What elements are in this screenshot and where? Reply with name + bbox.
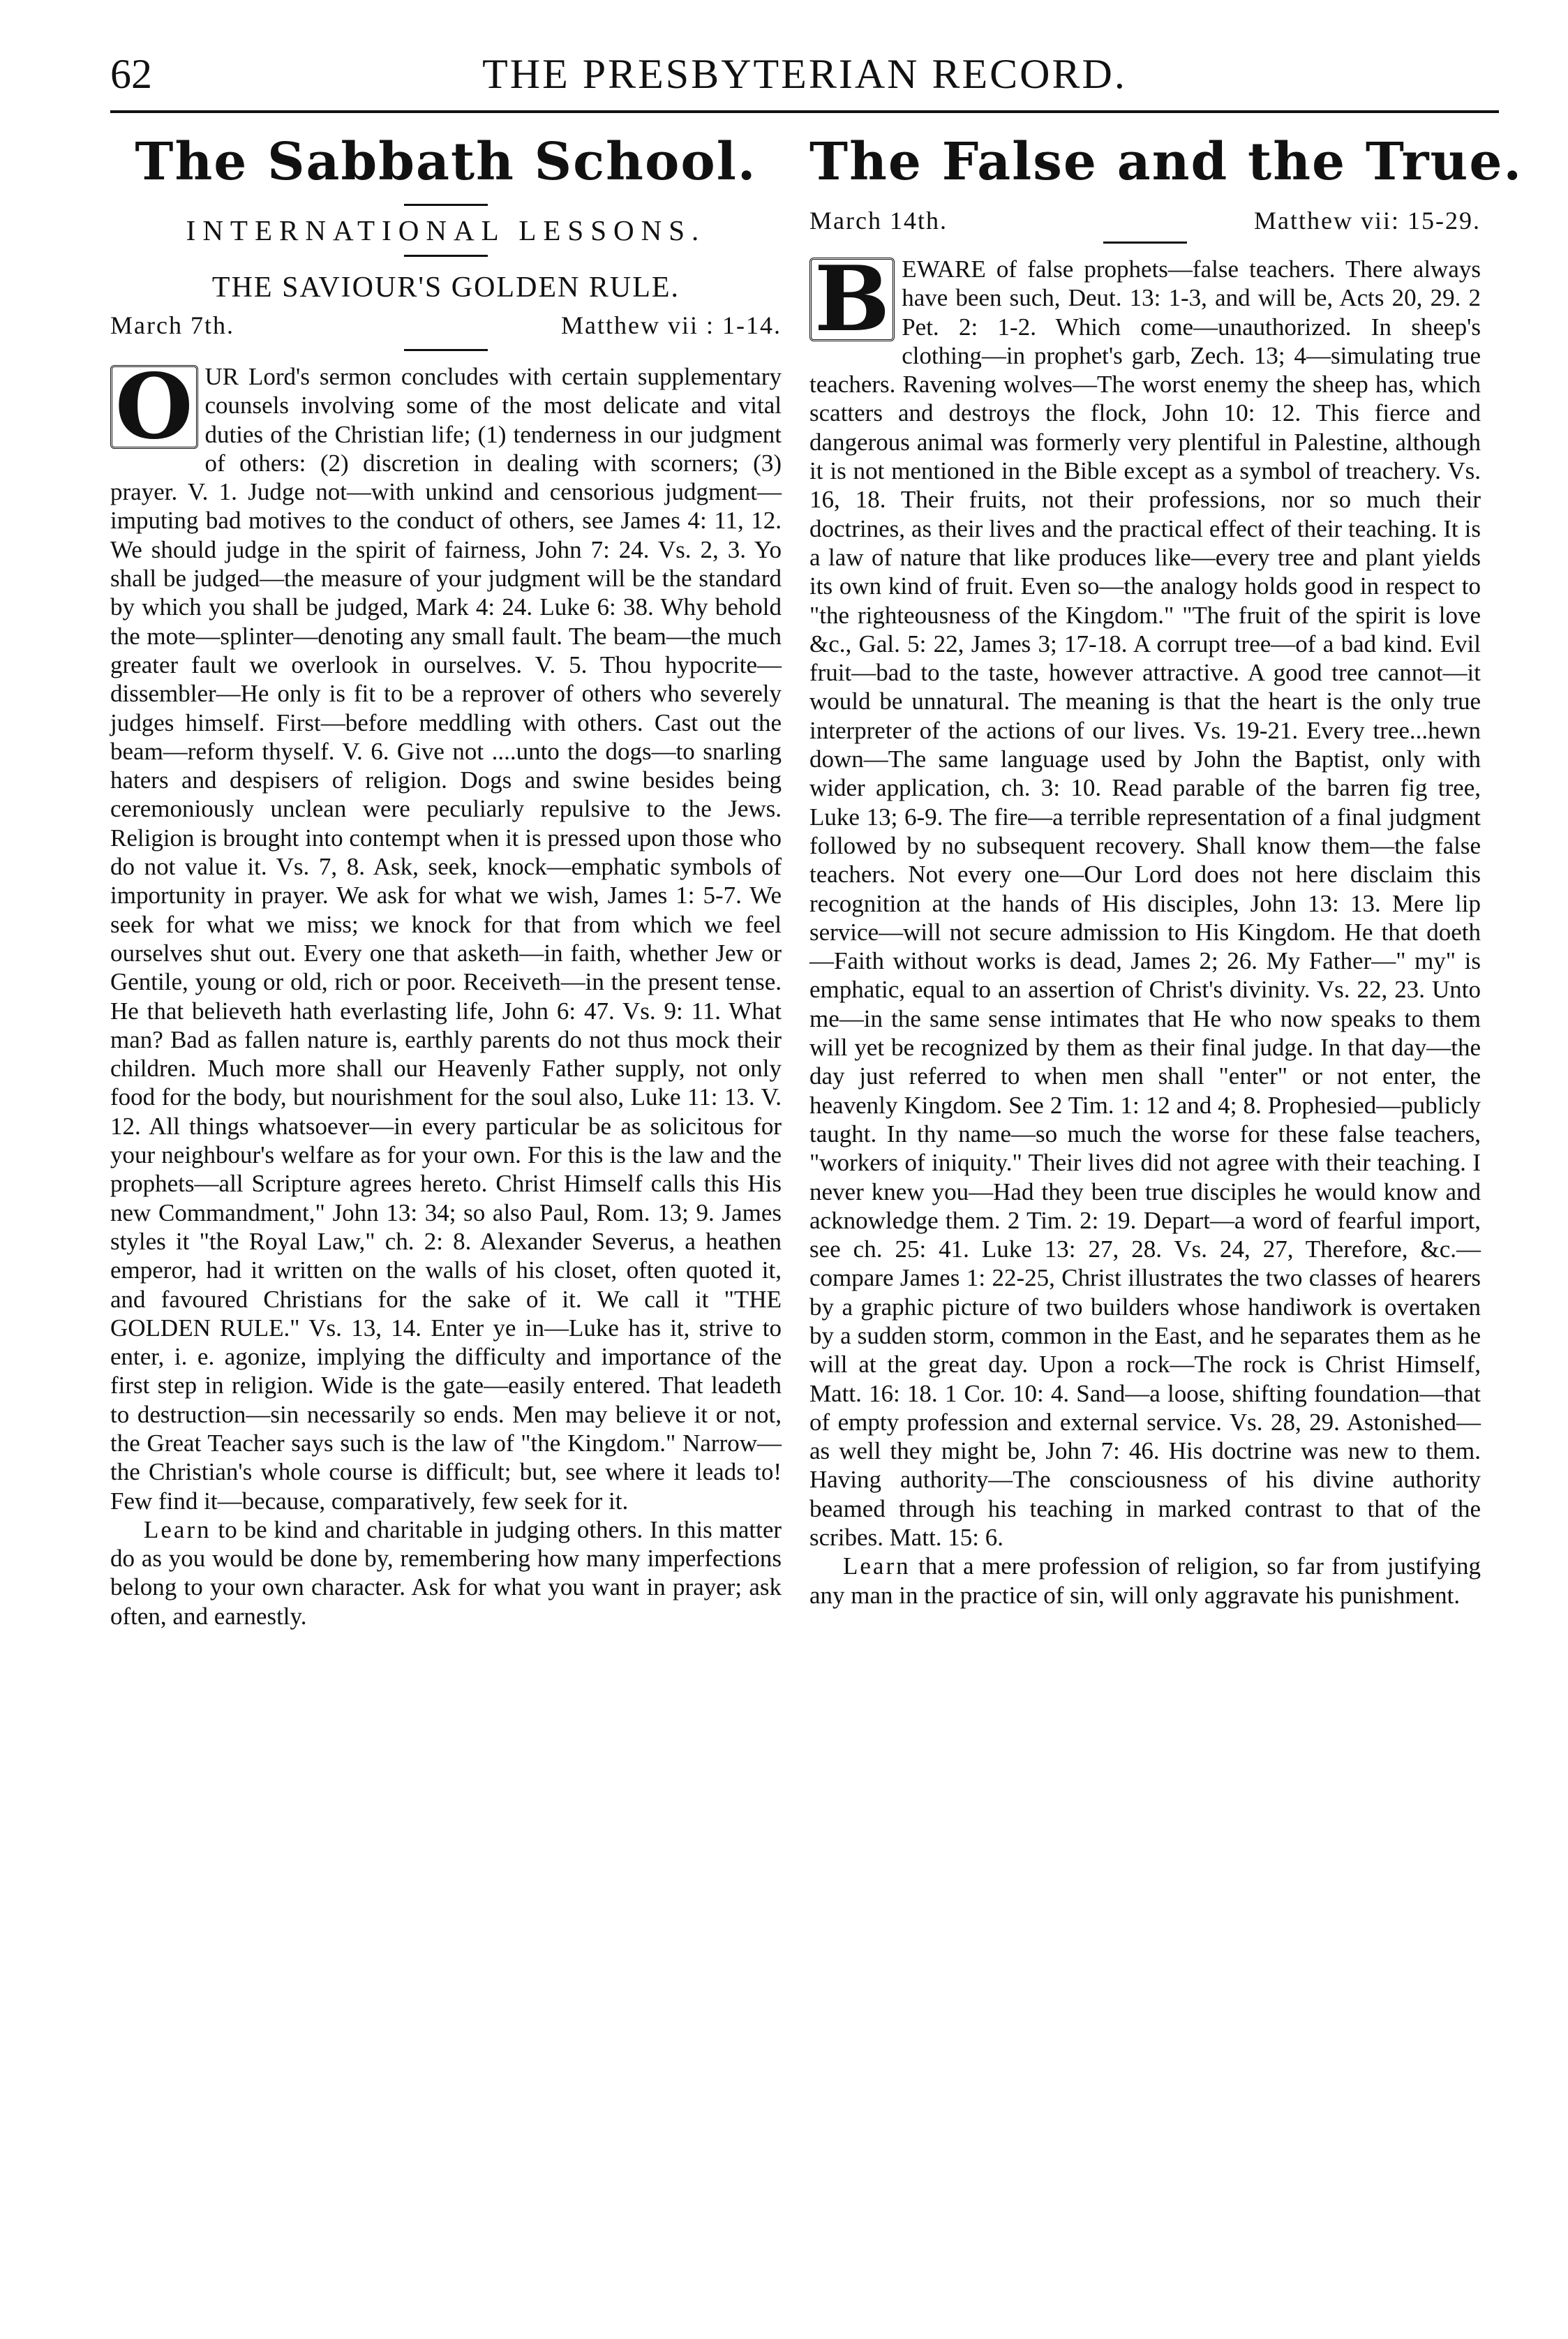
left-column <box>110 120 782 1631</box>
lesson-body-text: UR Lord's sermon concludes with certain supplementary counsels involving some of the most delicate and vital duties of the Christian life; (1) tenderness in our judgment of others: (2) discretion in dealing with scorners; (3) prayer. V. 1. Judge not—with unkind and censorious judgment—imputing bad motives to the conduct of others, see James 4: 11, 12. We should judge in the spirit of fairness, John 7: 24. Vs. 2, 3. Yo shall be judged—the measure of your judgment will be the standard by which you shall be judged, Mark 4: 24. Luke 6: 38. Why behold the mote—splinter—denoting any small fault. The beam—the much greater fault we overlook in ourselves. V. 5. Thou hypocrite—dissembler—He only is fit to be a reprover of others who severely judges himself. First—before meddling with others. Cast out the beam—reform thyself. V. 6. Give not ....unto the dogs—to snarling haters and despisers of religion. Dogs and swine besides being ceremoniously unclean were peculiarly repulsive to the Jews. Religion is brought into contempt when it is pressed upon those who do not value it. Vs. 7, 8. Ask, seek, knock—emphatic symbols of importunity in prayer. We ask for what we wish, James 1: 5-7. We seek for what we miss; we knock for that from which we feel ourselves shut out. Every one that asketh—in faith, whether Jew or Gentile, young or old, rich or poor. Receiveth—in the present tense. He that believeth hath everlasting life, John 6: 47. Vs. 9: 11. What man? Bad as fallen nature is, earthly parents do not thus mock their children. Much more shall our Heavenly Father supply, not only food for the body, but nourishment for the soul also, Luke 11: 13. V. 12. All things whatsoever—in every particular be as solicitous for your neighbour's welfare as for your own. For this is the law and the prophets—all Scripture agrees hereto. Christ Himself calls this His new Commandment," John 13: 34; so also Paul, Rom. 13; 9. James styles it "the Royal Law," ch. 2: 8. Alexander Severus, a heathen emperor, had it written on the walls of his closet, often quoted it, and favoured Christians for the sake of it. We call it "THE GOLDEN RULE." Vs. 13, 14. Enter ye in—Luke has it, strive to enter, i. e. agonize, implying the difficulty and importance of the first step in religion. Wide is the gate—easily entered. That leadeth to destruction—sin necessarily so ends. Men may believe it or not, the Great Teacher says such is the law of "the Kingdom." Narrow—the Christian's whole course is difficult; but, see where it leads to! Few find it—because, comparatively, few seek for it. <box>110 363 782 1515</box>
lesson-body-text: EWARE of false prophets—false teachers. There always have been such, Deut. 13: 1-3, and will be, Acts 20, 29. 2 Pet. 2: 1-2. Which come—unauthorized. In sheep's clothing—in prophet's garb, Zech. 13; 4—simulating true teachers. Ravening wolves—The worst enemy the sheep has, which scatters and destroys the flock, John 10: 12. This fierce and dangerous animal was formerly very plentiful in Palestine, although it is not mentioned in the Bible except as a symbol of treachery. Vs. 16, 18. Their fruits, not their professions, nor so much their doctrines, as their lives and the practical effect of their teaching. It is a law of nature that like produces like—every tree and plant yields its own kind of fruit. Even so—the analogy holds good in respect to "the righteousness of the Kingdom." "The fruit of the spirit is love &c., Gal. 5: 22, James 3; 17-18. A corrupt tree—of a bad kind. Evil fruit—bad to the taste, however attractive. A good tree cannot—it would be unnatural. The meaning is that the heart is the only true interpreter of the actions of our lives. Vs. 19-21. Every tree...hewn down—The same language used by John the Baptist, only with wider application, ch. 3: 10. Read parable of the barren fig tree, Luke 13; 6-9. The fire—a terrible representation of a final judgment followed by no subsequent recovery. Shall know them—the false teachers. Not every one—Our Lord does not here disclaim this recognition at the hands of His disciples, John 13: 13. Mere lip service—will not secure admission to His Kingdom. He that doeth—Faith without works is dead, James 2; 26. My Father—" my" is emphatic, equal to an assertion of Christ's divinity. Vs. 22, 23. Unto me—in the same sense intimates that He who now speaks to them will yet be recognized by them as their final judge. In that day—the day just referred to when men shall "enter" or not enter, the heavenly Kingdom. See 2 Tim. 1: 12 and 4; 8. Prophesied—publicly taught. In thy name—so much the worse for these false teachers, "workers of iniquity." Their lives did not agree with their teaching. I never knew you—Had they been true disciples he would know and acknowledge them. 2 Tim. 2: 19. Depart—a word of fearful import, see ch. 25: 41. Luke 13: 27, 28. Vs. 24, 27, Therefore, &c.—compare James 1: 22-25, Christ illustrates the two classes of hearers by a graphic picture of two builders whose handiwork is overtaken by a sudden storm, common in the East, and he separates them as he will at the great day. Upon a rock—The rock is Christ Himself, Matt. 16: 18. 1 Cor. 10: 4. Sand—a loose, shifting foundation—that of empty profession and external service. Vs. 28, 29. Astonished—as well they might be, John 7: 46. His doctrine was new to them. Having authority—The consciousness of his divine authority beamed through his teaching in marked contrast to that of the scribes. Matt. 15: 6. <box>809 255 1481 1552</box>
lesson-date: March 14th. <box>809 207 948 235</box>
lesson-date-row <box>110 309 782 342</box>
date-rule <box>1103 242 1187 244</box>
lesson-scripture: Matthew vii: 15-29. <box>1254 207 1481 235</box>
lesson-body <box>809 247 1481 1552</box>
learn-paragraph <box>809 1552 1481 1610</box>
lesson-date-row <box>809 204 1481 237</box>
drop-cap: O <box>110 365 198 449</box>
page-header <box>110 50 1499 106</box>
drop-cap: B <box>809 258 895 341</box>
right-column <box>809 120 1523 1610</box>
learn-word: Learn <box>144 1515 211 1543</box>
section-title-false-and-true: The False and the True. <box>809 132 1523 192</box>
learn-text: to be kind and charitable in judging others. In this matter do as you would be done by, remembering how many imperfections belong to your own character. Ask for what you want in prayer; ask often, and earnestly. <box>110 1515 782 1630</box>
lessons-rule <box>404 255 488 257</box>
lesson-date: March 7th. <box>110 311 234 339</box>
learn-paragraph <box>110 1515 782 1631</box>
running-title: THE PRESBYTERIAN RECORD. <box>482 51 1127 97</box>
lesson-scripture: Matthew vii : 1-14. <box>561 311 782 339</box>
date-rule <box>404 349 488 351</box>
lessons-heading: INTERNATIONAL LESSONS. <box>186 214 706 246</box>
lesson-body <box>110 355 782 1515</box>
section-title-sabbath-school: The Sabbath School. <box>135 132 757 192</box>
learn-text: that a mere profession of religion, so far from justifying any man in the practice of sin, will only aggravate his punishment. <box>809 1552 1481 1609</box>
lesson-title: THE SAVIOUR'S GOLDEN RULE. <box>211 272 680 304</box>
learn-word: Learn <box>843 1552 911 1580</box>
page-number: 62 <box>110 51 152 97</box>
header-rule <box>110 110 1499 113</box>
